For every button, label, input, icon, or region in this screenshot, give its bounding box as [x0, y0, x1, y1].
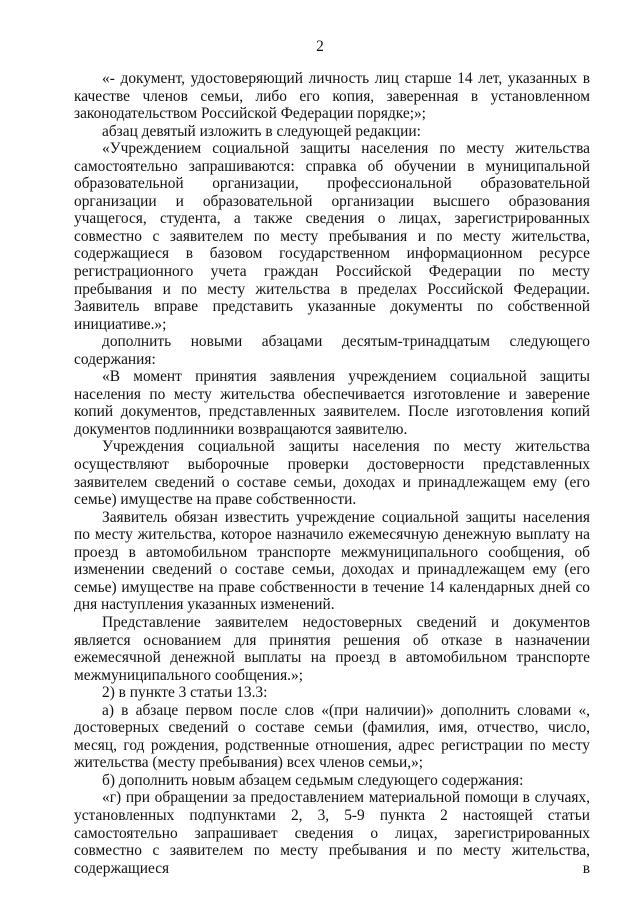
page-number: 2 [316, 38, 324, 55]
paragraph-12: «г) при обращении за предоставлением материальной помощи в случаях, установленных подпунктами 2, 3, 5-9 пункта 2 настоящей статьи самостоятельно запрашивает сведения о лицах, зарегистрированных совместно с заявителем по месту пребывания и по месту жительства, содержащиеся в [74, 789, 590, 877]
paragraph-10: а) в абзаце первом после слов «(при наличии)» дополнить словами «, достоверных сведений о составе семьи (фамилия, имя, отчество, число, месяц, год рождения, родственные отношения, адрес регистрации по месту жительства (месту пребывания) всех членов семьи,»; [74, 701, 590, 772]
paragraph-4: дополнить новыми абзацами десятым-тринадцатым следующего содержания: [74, 333, 590, 368]
paragraph-1: «- документ, удостоверяющий личность лиц старше 14 лет, указанных в качестве членов семьи, либо его копия, заверенная в установленном законодательством Российской Федерации порядке;»; [74, 70, 590, 123]
paragraph-6: Учреждения социальной защиты населения по месту жительства осуществляют выборочные проверки достоверности представленных заявителем сведений о составе семьи, доходах и принадлежащем ему (его семье) имуществе на праве собственности. [74, 438, 590, 509]
paragraph-2: абзац девятый изложить в следующей редакции: [102, 122, 421, 140]
document-body [74, 70, 590, 877]
paragraph-8: Представление заявителем недостоверных сведений и документов является основанием для принятия решения об отказе в назначении ежемесячной денежной выплаты на проезд в автомобильном транспорте межмуниципального сообщения.»; [74, 613, 590, 684]
paragraph-5: «В момент принятия заявления учреждением социальной защиты населения по месту жительства обеспечивается изготовление и заверение копий документов, представленных заявителем. После изготовления копий документов подлинники возвращаются заявителю. [74, 368, 590, 438]
paragraph-7: Заявитель обязан известить учреждение социальной защиты населения по месту жительства, которое назначило ежемесячную денежную выплату на проезд в автомобильном транспорте межмуниципального сообщения, об изменении сведений о составе семьи, доходах и принадлежащем ему (его семье) имуществе на праве собственности в течение 14 календарных дней со дня наступления указанных изменений. [74, 508, 590, 614]
paragraph-11: б) дополнить новым абзацем седьмым следующего содержания: [102, 771, 524, 789]
paragraph-3: «Учреждением социальной защиты населения по месту жительства самостоятельно запрашиваются: справка об обучении в муниципальной образовательной организации, профессиональной образовательной организации и образовательной организации высшего образования учащегося, студента, а также сведения о лицах, зарегистрированных совместно с заявителем по месту пребывания и по месту жительства, содержащиеся в базовом государственном информационном ресурсе регистрационного учета граждан Российской Федерации по месту пребывания и по месту жительства в пределах Российской Федерации. Заявитель вправе представить указанные документы по собственной инициативе.»; [74, 140, 590, 333]
paragraph-9: 2) в пункте 3 статьи 13.3: [102, 684, 268, 702]
